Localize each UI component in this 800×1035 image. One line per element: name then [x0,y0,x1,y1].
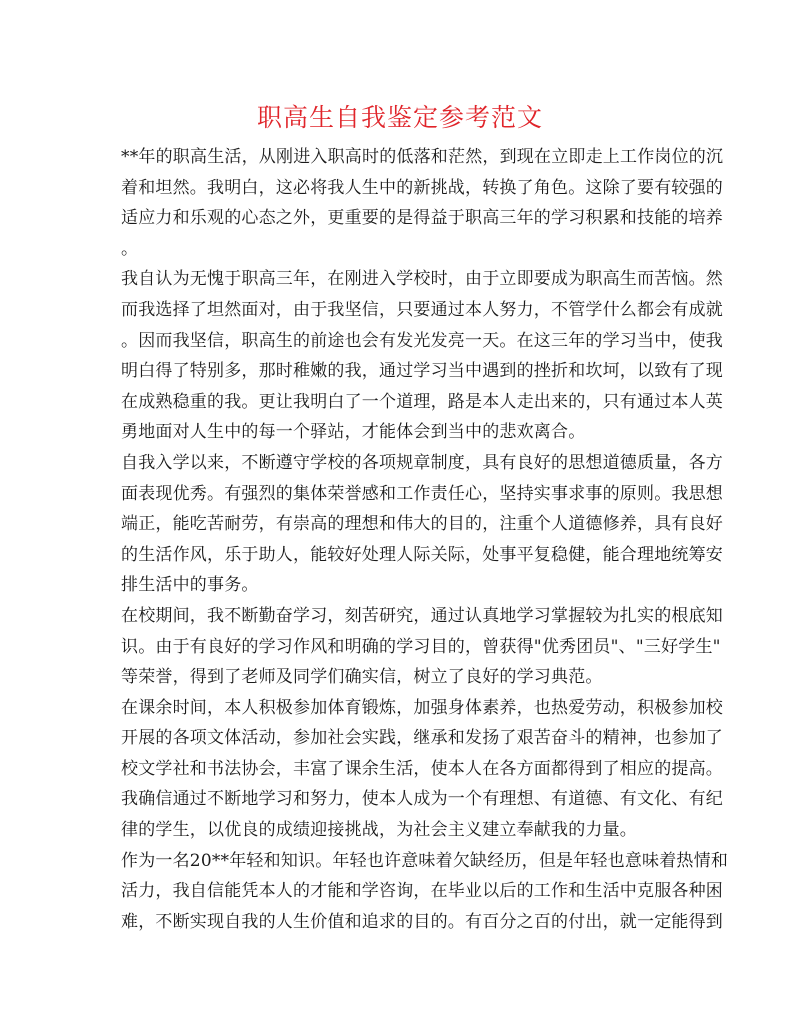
text-line: 的生活作风，乐于助人，能较好处理人际关际，处事平复稳健，能合理地统筹安 [121,544,723,565]
text-line: 明白得了特别多，那时稚嫩的我，通过学习当中遇到的挫折和坎坷，以致有了现 [121,361,723,382]
text-line: 我确信通过不断地学习和努力，使本人成为一个有理想、有道德、有文化、有纪 [121,789,723,810]
text-line: 作为一名20**年轻和知识。年轻也许意味着欠缺经历，但是年轻也意味着热情和 [121,850,729,871]
text-line: 而我选择了坦然面对，由于我坚信，只要通过本人努力，不管学什么都会有成就 [121,299,723,320]
text-line: 排生活中的事务。 [121,575,259,596]
text-line: **年的职高生活，从刚进入职高时的低落和茫然，到现在立即走上工作岗位的沉 [121,147,724,167]
text-line: 自我入学以来，不断遵守学校的各项规章制度，具有良好的思想道德质量，各方 [121,452,723,473]
text-line: 面表现优秀。有强烈的集体荣誉感和工作责任心，坚持实事求事的原则。我思想 [121,483,723,504]
text-line: 端正，能吃苦耐劳，有崇高的理想和伟大的目的，注重个人道德修养，具有良好 [121,514,723,535]
text-line: 开展的各项文体活动，参加社会实践，继承和发扬了艰苦奋斗的精神，也参加了 [121,728,723,749]
text-line: 在校期间，我不断勤奋学习，刻苦研究，通过认真地学习掌握较为扎实的根底知 [121,605,723,626]
text-line: 在课余时间，本人积极参加体育锻炼，加强身体素养，也热爱劳动，积极参加校 [121,697,723,718]
text-line: 着和坦然。我明白，这必将我人生中的新挑战，转换了角色。这除了要有较强的 [121,177,723,198]
text-line: 勇地面对人生中的每一个驿站，才能体会到当中的悲欢离合。 [121,422,586,443]
text-line: 活力，我自信能凭本人的才能和学咨询，在毕业以后的工作和生活中克服各种困 [121,881,723,902]
document-title: 职高生自我鉴定参考范文 [256,103,543,132]
text-line: 难，不断实现自我的人生价值和追求的目的。有百分之百的付出，就一定能得到 [121,911,723,932]
text-line: 。 [121,238,139,259]
text-line: 校文学社和书法协会，丰富了课余生活，使本人在各方面都得到了相应的提高。 [121,758,723,779]
text-line: 识。由于有良好的学习作风和明确的学习目的，曾获得"优秀团员"、"三好学生" [121,636,721,657]
text-line: 等荣誉，得到了老师及同学们确实信，树立了良好的学习典范。 [121,667,603,688]
text-line: 律的学生，以优良的成绩迎接挑战，为社会主义建立奉献我的力量。 [121,820,637,841]
text-line: 。因而我坚信，职高生的前途也会有发光发亮一天。在这三年的学习当中，使我 [121,330,723,351]
text-line: 在成熟稳重的我。更让我明白了一个道理，路是本人走出来的，只有通过本人英 [121,391,723,412]
text-line: 我自认为无愧于职高三年，在刚进入学校时，由于立即要成为职高生而苦恼。然 [121,269,723,290]
document-body [121,142,729,937]
text-line: 适应力和乐观的心态之外，更重要的是得益于职高三年的学习积累和技能的培养 [121,208,723,229]
